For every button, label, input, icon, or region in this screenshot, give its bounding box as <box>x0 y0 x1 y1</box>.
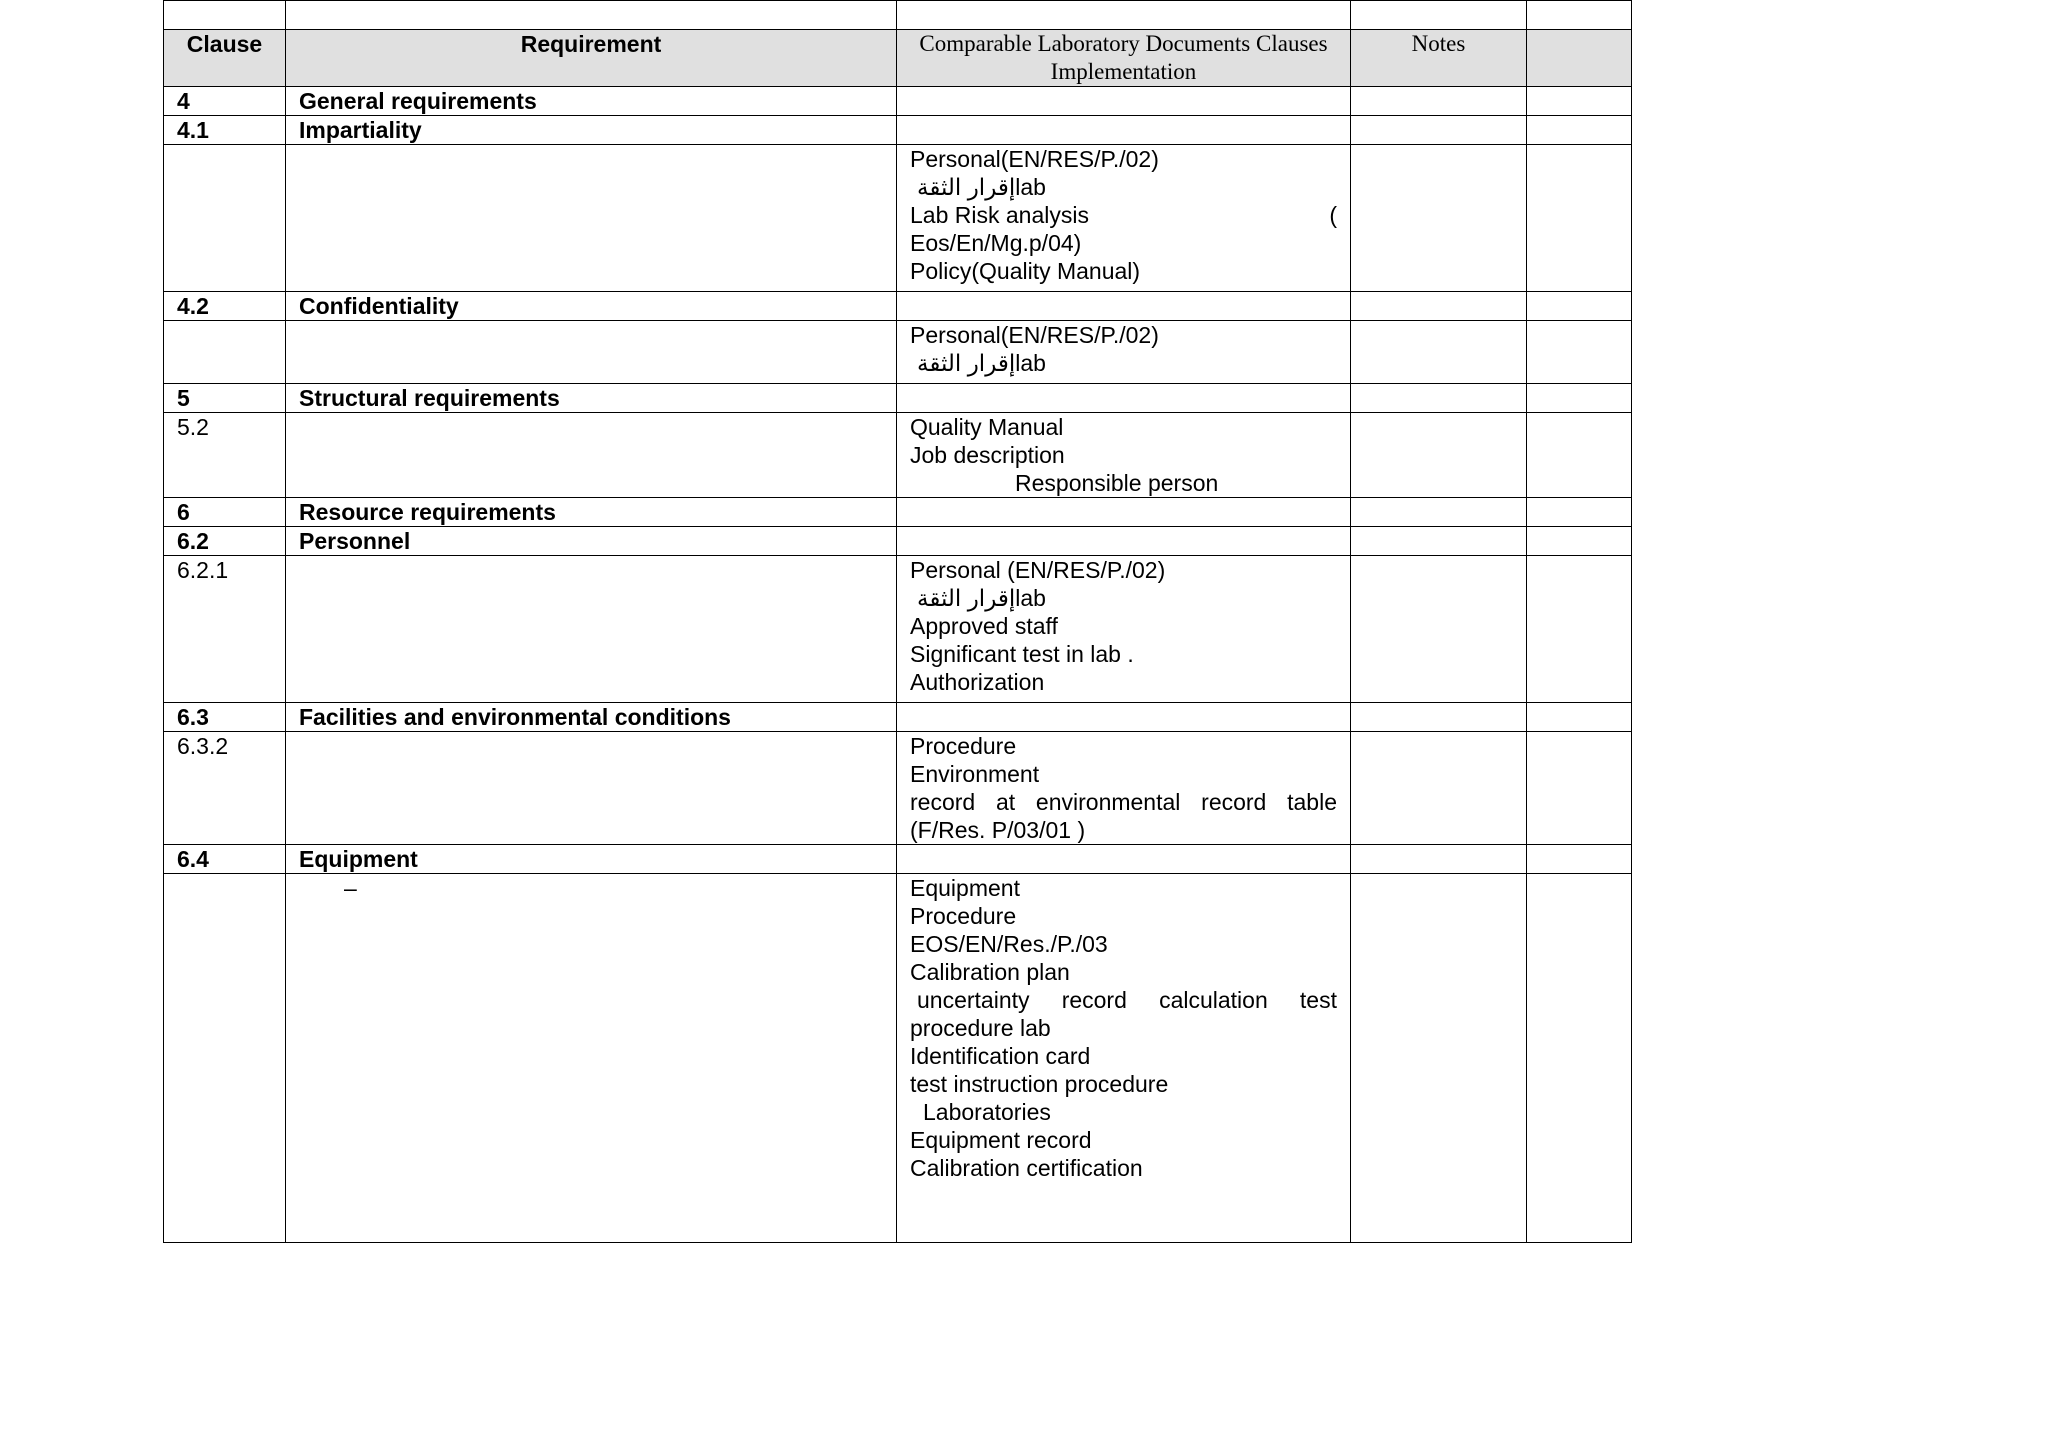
clause-cell <box>164 145 286 292</box>
clause-cell: 4.1 <box>164 116 286 145</box>
header-clause: Clause <box>164 30 286 87</box>
extra-cell <box>1527 145 1632 292</box>
doc-line: Procedure <box>910 903 1017 929</box>
notes-cell <box>1351 116 1527 145</box>
header-requirement: Requirement <box>286 30 897 87</box>
doc-line <box>910 201 1337 229</box>
requirement-cell <box>286 874 897 1243</box>
clause-cell: 6.4 <box>164 845 286 874</box>
header-documents <box>897 30 1351 87</box>
doc-line: Calibration certification <box>910 1155 1143 1181</box>
notes-cell <box>1351 556 1527 703</box>
extra-cell <box>1527 703 1632 732</box>
documents-cell <box>897 384 1351 413</box>
doc-line: (F/Res. P/03/01 ) <box>910 817 1086 843</box>
requirements-table <box>163 0 1632 1243</box>
doc-word: table <box>1287 789 1337 815</box>
extra-cell <box>1527 845 1632 874</box>
clause-cell: 6.2 <box>164 527 286 556</box>
clause-cell: 6 <box>164 498 286 527</box>
doc-line: test instruction procedure <box>910 1071 1169 1097</box>
doc-arabic-text: إقرار الثقة <box>917 350 1016 376</box>
doc-word: record <box>1201 789 1267 815</box>
notes-cell <box>1351 703 1527 732</box>
documents-cell <box>897 527 1351 556</box>
documents-cell <box>897 874 1351 1243</box>
clause-cell <box>164 321 286 384</box>
clause-cell: 6.2.1 <box>164 556 286 703</box>
requirement-cell <box>286 732 897 845</box>
doc-word: record <box>910 789 976 815</box>
clause-cell: 6.3.2 <box>164 732 286 845</box>
requirement-cell: Personnel <box>286 527 897 556</box>
doc-line: Personal(EN/RES/P./02) <box>910 146 1159 172</box>
notes-cell <box>1351 732 1527 845</box>
notes-cell <box>1351 527 1527 556</box>
clause-cell: 5 <box>164 384 286 413</box>
table-row <box>164 145 1632 292</box>
doc-line: Calibration plan <box>910 959 1070 985</box>
table-row <box>164 874 1632 1243</box>
doc-line: Personal (EN/RES/P./02) <box>910 557 1166 583</box>
extra-cell <box>1527 384 1632 413</box>
table-row <box>164 498 1632 527</box>
doc-word: uncertainty <box>917 987 1030 1013</box>
doc-line: Quality Manual <box>910 414 1064 440</box>
notes-cell <box>1351 87 1527 116</box>
doc-line: Significant test in lab . <box>910 641 1134 667</box>
doc-text: ( <box>1329 202 1337 228</box>
table-row <box>164 413 1632 498</box>
extra-cell <box>1527 498 1632 527</box>
requirement-cell <box>286 321 897 384</box>
extra-cell <box>1527 87 1632 116</box>
documents-cell <box>897 87 1351 116</box>
doc-line: Equipment record <box>910 1127 1092 1153</box>
extra-cell <box>1527 116 1632 145</box>
documents-cell <box>897 703 1351 732</box>
table-row <box>164 292 1632 321</box>
requirement-cell <box>286 413 897 498</box>
table-header-row <box>164 30 1632 87</box>
dash-mark: – <box>344 875 357 901</box>
doc-line: Policy(Quality Manual) <box>910 258 1141 284</box>
doc-text: lab <box>1015 585 1046 611</box>
table-row <box>164 116 1632 145</box>
doc-line: Laboratories <box>923 1099 1051 1125</box>
header-notes: Notes <box>1351 30 1527 87</box>
table-cell <box>1351 1 1527 30</box>
doc-line: Equipment <box>910 875 1020 901</box>
doc-text: lab <box>1015 174 1046 200</box>
doc-word: record <box>1061 987 1127 1013</box>
extra-cell <box>1527 732 1632 845</box>
requirement-cell: Structural requirements <box>286 384 897 413</box>
doc-line: Responsible person <box>1015 470 1219 496</box>
table-row <box>164 384 1632 413</box>
notes-cell <box>1351 145 1527 292</box>
notes-cell <box>1351 292 1527 321</box>
extra-cell <box>1527 527 1632 556</box>
clause-cell: 5.2 <box>164 413 286 498</box>
doc-line: Environment <box>910 761 1040 787</box>
doc-line: Personal(EN/RES/P./02) <box>910 322 1159 348</box>
header-documents-line2: Implementation <box>1050 59 1197 84</box>
table-row <box>164 703 1632 732</box>
header-documents-line1: Comparable Laboratory Documents Clauses <box>919 31 1328 56</box>
doc-word: at <box>995 789 1016 815</box>
requirement-cell: General requirements <box>286 87 897 116</box>
doc-line: Procedure <box>910 733 1017 759</box>
extra-cell <box>1527 292 1632 321</box>
documents-cell <box>897 145 1351 292</box>
extra-cell <box>1527 413 1632 498</box>
doc-arabic-text: إقرار الثقة <box>917 585 1016 611</box>
table-cell <box>897 1 1351 30</box>
clause-cell: 4 <box>164 87 286 116</box>
extra-cell <box>1527 556 1632 703</box>
notes-cell <box>1351 321 1527 384</box>
table-row <box>164 321 1632 384</box>
doc-line: Authorization <box>910 669 1045 695</box>
table-cell <box>286 1 897 30</box>
clause-cell: 6.3 <box>164 703 286 732</box>
extra-cell <box>1527 321 1632 384</box>
doc-line: Eos/En/Mg.p/04) <box>910 230 1082 256</box>
documents-cell <box>897 556 1351 703</box>
documents-cell <box>897 292 1351 321</box>
table-row <box>164 556 1632 703</box>
requirement-cell <box>286 556 897 703</box>
doc-line <box>910 349 1337 377</box>
table-row <box>164 732 1632 845</box>
doc-line: Job description <box>910 442 1065 468</box>
documents-cell <box>897 321 1351 384</box>
notes-cell <box>1351 845 1527 874</box>
notes-cell <box>1351 874 1527 1243</box>
requirement-cell: Facilities and environmental conditions <box>286 703 897 732</box>
doc-word: calculation <box>1159 987 1268 1013</box>
notes-cell <box>1351 384 1527 413</box>
doc-line: Identification card <box>910 1043 1091 1069</box>
notes-cell <box>1351 498 1527 527</box>
extra-cell <box>1527 874 1632 1243</box>
documents-cell <box>897 732 1351 845</box>
clause-cell <box>164 874 286 1243</box>
doc-line <box>910 986 1337 1014</box>
requirement-cell: Impartiality <box>286 116 897 145</box>
documents-cell <box>897 845 1351 874</box>
table-row <box>164 527 1632 556</box>
doc-line: EOS/EN/Res./P./03 <box>910 931 1108 957</box>
clause-cell: 4.2 <box>164 292 286 321</box>
doc-text: Lab Risk analysis <box>910 202 1089 228</box>
table-row <box>164 845 1632 874</box>
table-row <box>164 87 1632 116</box>
doc-line: Approved staff <box>910 613 1058 639</box>
requirement-cell <box>286 145 897 292</box>
documents-cell <box>897 116 1351 145</box>
table-cell <box>1527 1 1632 30</box>
doc-line <box>910 788 1337 816</box>
doc-word: environmental <box>1035 789 1181 815</box>
notes-cell <box>1351 413 1527 498</box>
requirement-cell: Equipment <box>286 845 897 874</box>
requirement-cell: Confidentiality <box>286 292 897 321</box>
header-empty <box>1527 30 1632 87</box>
doc-arabic-text: إقرار الثقة <box>917 174 1016 200</box>
table-row-blank <box>164 1 1632 30</box>
doc-line <box>910 173 1337 201</box>
doc-line: procedure lab <box>910 1015 1051 1041</box>
table-cell <box>164 1 286 30</box>
doc-line <box>910 584 1337 612</box>
doc-word: test <box>1299 987 1337 1013</box>
documents-cell <box>897 498 1351 527</box>
requirement-cell: Resource requirements <box>286 498 897 527</box>
doc-text: lab <box>1015 350 1046 376</box>
documents-cell <box>897 413 1351 498</box>
